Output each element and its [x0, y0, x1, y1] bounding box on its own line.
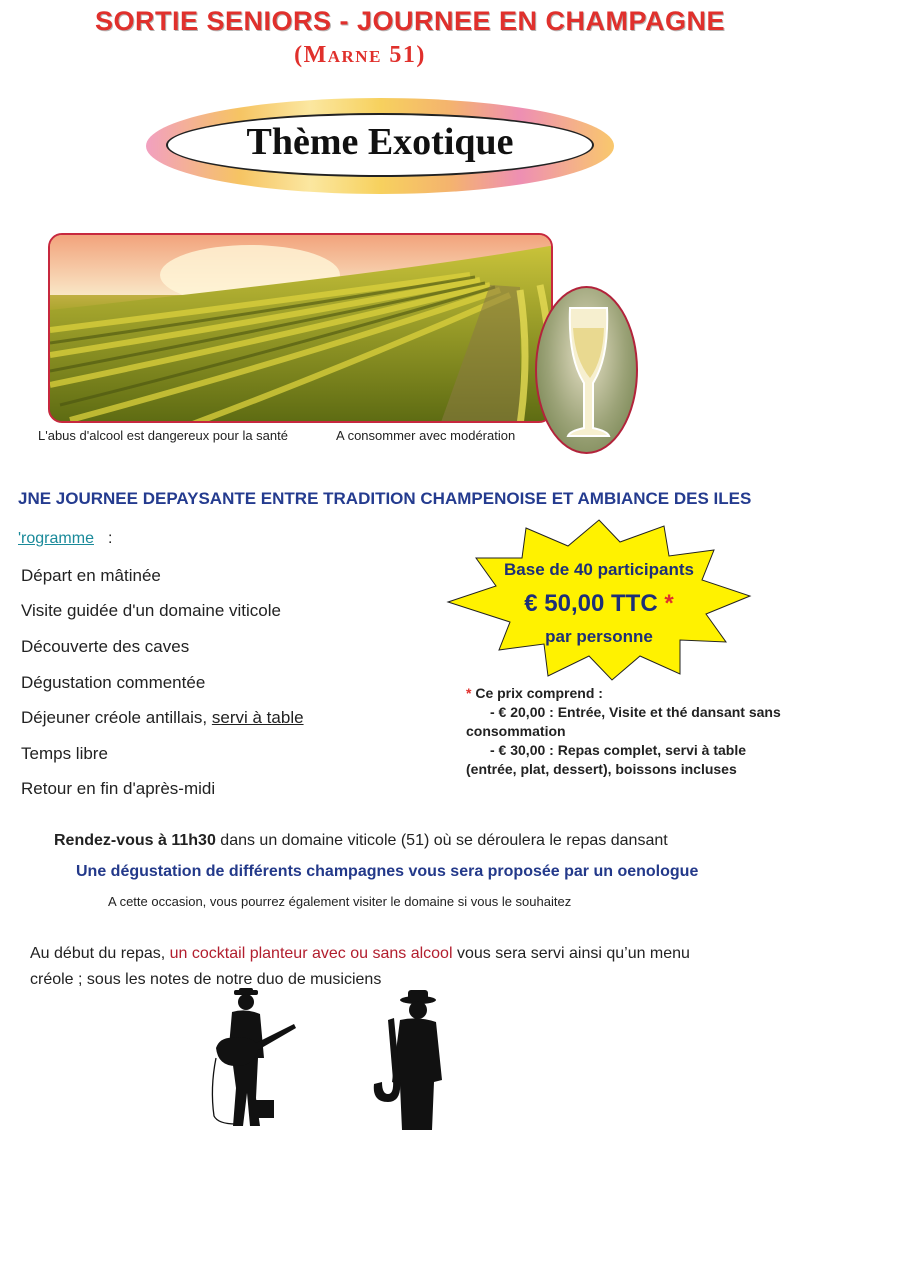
health-warning: L'abus d'alcool est dangereux pour la santé	[38, 428, 288, 443]
price-per-person: par personne	[545, 627, 653, 646]
programme-item-text: Déjeuner créole antillais,	[21, 708, 212, 727]
price-note-heading: * Ce prix comprend :	[466, 685, 603, 701]
programme-colon: :	[108, 530, 113, 547]
price-note-item: consommation	[466, 723, 566, 739]
price-amount: € 50,00 TTC	[524, 590, 658, 617]
page-title: SORTIE SENIORS - JOURNEE EN CHAMPAGNE	[94, 6, 726, 36]
cocktail-text: un cocktail planteur avec ou sans alcool	[169, 945, 453, 962]
price-base: Base de 40 participants	[504, 560, 694, 579]
price-note-item: (entrée, plat, dessert), boissons incluses	[466, 761, 737, 777]
price-value	[444, 590, 754, 618]
guitarist-silhouette	[206, 988, 301, 1133]
programme-item	[21, 708, 304, 728]
price-note-item: - € 20,00 : Entrée, Visite et thé dansant sans	[490, 704, 781, 720]
headline: JNE JOURNEE DEPAYSANTE ENTRE TRADITION CHAMPENOISE ET AMBIANCE DES ILES	[18, 489, 752, 508]
programme-item: Dégustation commentée	[21, 673, 206, 692]
price-note-asterisk: *	[466, 685, 472, 701]
programme-item: Départ en mâtinée	[21, 566, 161, 585]
theme-label: Thème Exotique	[246, 121, 514, 163]
programme-item: Retour en fin d'après-midi	[21, 779, 216, 798]
saxophonist-silhouette	[360, 990, 450, 1135]
rendezvous-line: Rendez-vous à 11h30 dans un domaine viticole (51) où se déroulera le repas dansant	[54, 832, 668, 849]
vineyard-photo	[48, 233, 553, 423]
champagne-glass-photo	[535, 286, 638, 454]
tasting-line: Une dégustation de différents champagnes vous sera proposée par un oenologue	[76, 863, 699, 880]
page-subtitle: (Marne 51)	[294, 42, 426, 68]
programme-item: Découverte des caves	[21, 637, 190, 656]
price-asterisk: *	[664, 590, 674, 617]
programme-item: Visite guidée d'un domaine viticole	[21, 601, 281, 620]
programme-label: 'rogramme	[18, 530, 94, 547]
programme-item-underlined: servi à table	[211, 708, 304, 727]
price-note-item: - € 30,00 : Repas complet, servi à table	[490, 742, 747, 758]
meal-paragraph: Au début du repas, un cocktail planteur avec ou sans alcool vous sera servi ainsi qu’un menu créole ; sous les notes de notre duo de musiciens	[30, 945, 690, 988]
moderation-notice: A consommer avec modération	[336, 428, 516, 443]
programme-item: Temps libre	[21, 744, 108, 763]
visit-line: A cette occasion, vous pourrez également visiter le domaine si vous le souhaitez	[108, 894, 572, 909]
